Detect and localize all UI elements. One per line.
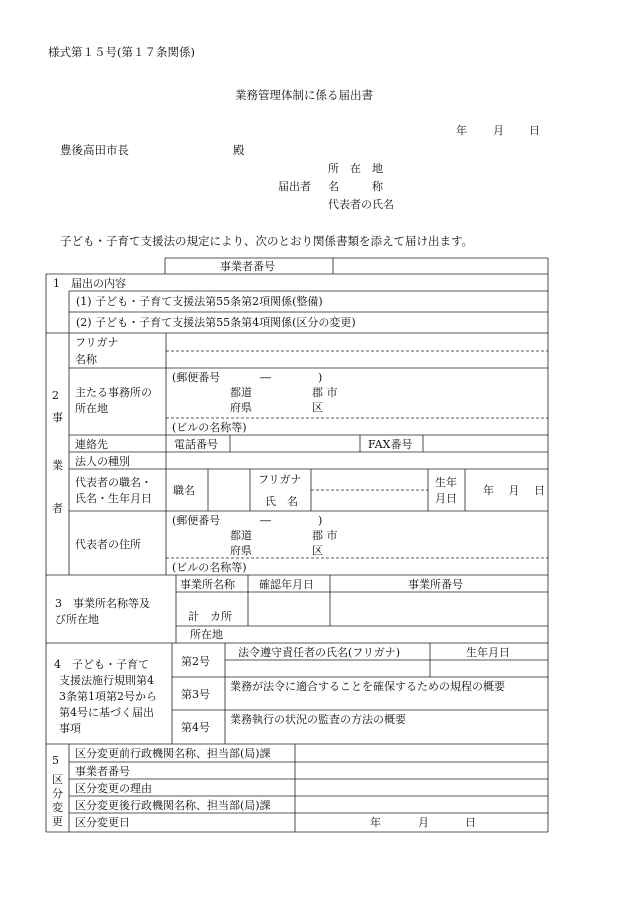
item-no3-description: 業務が法令に適合することを確保するための規程の概要 bbox=[230, 680, 505, 693]
corporation-type-label: 法人の種別 bbox=[75, 455, 130, 468]
post-change-agency-label: 区分変更後行政機関名称、担当部(局)課 bbox=[75, 799, 271, 812]
fuken-label: 府県 bbox=[230, 401, 252, 414]
todo-label: 都道 bbox=[230, 386, 252, 399]
postal-dash: ― bbox=[260, 371, 271, 384]
section5-char4: 更 bbox=[52, 815, 63, 828]
address-label: 所 在 地 bbox=[328, 162, 383, 175]
building-name-label: (ビルの名称等) bbox=[172, 421, 247, 434]
business-number-label: 事業者番号 bbox=[220, 260, 275, 273]
fax-label: FAX番号 bbox=[368, 438, 413, 451]
section3-title-2: び所在地 bbox=[55, 613, 99, 626]
date-day-label: 日 bbox=[529, 124, 540, 137]
section4-title-3: 3条第1項第2号から bbox=[59, 690, 157, 703]
change-date-month: 月 bbox=[418, 816, 429, 829]
change-date-day: 日 bbox=[465, 816, 476, 829]
section2-char2: 業 bbox=[52, 459, 63, 472]
office-total-count: 計 カ所 bbox=[188, 610, 232, 623]
office-number-header: 事業所番号 bbox=[408, 578, 463, 591]
contact-label: 連絡先 bbox=[75, 438, 108, 451]
section4-title-4: 第4号に基づく届出 bbox=[59, 706, 154, 719]
rep-title-label-2: 氏名・生年月日 bbox=[75, 492, 152, 505]
rep-todo-label: 都道 bbox=[230, 529, 252, 542]
section5-char3: 変 bbox=[52, 801, 63, 814]
pre-change-agency-label: 区分変更前行政機関名称、担当部(局)課 bbox=[75, 747, 271, 760]
rep-postal-close: ) bbox=[318, 514, 323, 527]
section5-business-number-label: 事業者番号 bbox=[75, 765, 130, 778]
date-year-label: 年 bbox=[456, 124, 467, 137]
main-office-label-1: 主たる事務所の bbox=[75, 386, 152, 399]
change-reason-label: 区分変更の理由 bbox=[75, 782, 152, 795]
section4-title-2: 支援法施行規則第4 bbox=[59, 674, 154, 687]
birth-label-2: 月日 bbox=[435, 492, 457, 505]
section5-char1: 区 bbox=[52, 773, 63, 786]
section1-item1: (1) 子ども・子育て支援法第55条第2項関係(整備) bbox=[76, 295, 323, 308]
section2-char3: 者 bbox=[52, 502, 63, 515]
birth-label-1: 生年 bbox=[435, 476, 457, 489]
rep-address-label: 代表者の住所 bbox=[75, 538, 141, 551]
submitter-label: 届出者 bbox=[278, 180, 311, 193]
rep-furigana-label: フリガナ bbox=[258, 473, 302, 486]
item-no2-label: 第2号 bbox=[181, 655, 210, 668]
section4-title-5: 事項 bbox=[59, 722, 81, 735]
confirm-date-header: 確認年月日 bbox=[259, 578, 314, 591]
rep-title-label-1: 代表者の職名・ bbox=[75, 476, 152, 489]
rep-ku-label: 区 bbox=[312, 544, 323, 557]
intro-statement: 子ども・子育て支援法の規定により、次のとおり関係書類を添えて届け出ます。 bbox=[60, 234, 474, 248]
change-date-label: 区分変更日 bbox=[75, 816, 130, 829]
name-label: 名称 bbox=[75, 353, 97, 366]
postal-code-label: (郵便番号 bbox=[172, 371, 221, 384]
phone-label: 電話番号 bbox=[174, 438, 218, 451]
section3-title-1: 3 事業所名称等及 bbox=[55, 597, 150, 610]
representative-label: 代表者の氏名 bbox=[328, 198, 394, 211]
addressee-honorific: 殿 bbox=[233, 143, 245, 157]
job-title-label: 職名 bbox=[173, 484, 195, 497]
section2-char1: 事 bbox=[52, 411, 63, 424]
office-name-header: 事業所名称 bbox=[180, 578, 235, 591]
rep-birth-ymd: 年 月 日 bbox=[483, 484, 545, 497]
addressee: 豊後高田市長 bbox=[60, 143, 129, 157]
section5-char2: 分 bbox=[52, 787, 63, 800]
furigana-label: フリガナ bbox=[75, 336, 119, 349]
section1-title: 1 届出の内容 bbox=[53, 277, 126, 290]
section4-title-1: 4 子ども・子育て bbox=[54, 658, 149, 671]
change-date-year: 年 bbox=[370, 816, 381, 829]
item-no4-description: 業務執行の状況の監査の方法の概要 bbox=[230, 713, 406, 726]
rep-postal-label: (郵便番号 bbox=[172, 514, 221, 527]
section1-item2: (2) 子ども・子育て支援法第55条第4項関係(区分の変更) bbox=[76, 316, 356, 329]
name-label: 名 称 bbox=[328, 180, 383, 193]
rep-fuken-label: 府県 bbox=[230, 544, 252, 557]
ku-label: 区 bbox=[312, 401, 323, 414]
section5-number: 5 bbox=[52, 754, 59, 767]
office-location-label: 所在地 bbox=[190, 628, 223, 641]
gun-shi-label: 郡 市 bbox=[312, 386, 338, 399]
compliance-birthdate-header: 生年月日 bbox=[466, 646, 510, 659]
rep-name-label: 氏 名 bbox=[265, 495, 298, 508]
item-no4-label: 第4号 bbox=[181, 721, 210, 734]
postal-close: ) bbox=[318, 371, 323, 384]
main-office-label-2: 所在地 bbox=[75, 402, 108, 415]
form-title: 業務管理体制に係る届出書 bbox=[235, 88, 373, 102]
rep-postal-dash: ― bbox=[260, 514, 271, 527]
item-no3-label: 第3号 bbox=[181, 688, 210, 701]
date-month-label: 月 bbox=[493, 124, 504, 137]
rep-building-label: (ビルの名称等) bbox=[172, 561, 247, 574]
rep-gun-shi-label: 郡 市 bbox=[312, 529, 338, 542]
form-number: 様式第１５号(第１７条関係) bbox=[48, 45, 195, 59]
section2-number: 2 bbox=[52, 389, 59, 402]
compliance-person-header: 法令遵守責任者の氏名(フリガナ) bbox=[238, 646, 401, 659]
